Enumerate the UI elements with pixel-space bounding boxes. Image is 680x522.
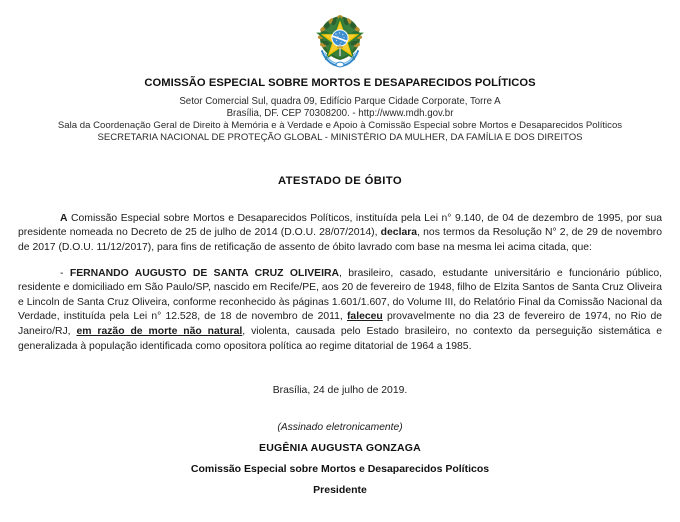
subject-death-verb: faleceu (346, 311, 383, 323)
declaration-text-2: , nos termos da Resolução N° 2, de 29 de novembro de 2017 (D.O.U. 11/12/2017), para fins de retificação de assento de óbito lavrado com base na mesma lei acima citada, que: (18, 227, 663, 254)
paragraph-subject (18, 267, 662, 355)
header-address-line-2: Brasília, DF. CEP 70308200. - http://www.mdh.gov.br (226, 108, 454, 120)
document-header (0, 76, 680, 145)
header-address-line-1: Setor Comercial Sul, quadra 09, Edifício Parque Cidade Corporate, Torre A (179, 96, 501, 107)
subject-full-name: FERNANDO AUGUSTO DE SANTA CRUZ OLIVEIRA (69, 267, 339, 279)
signatory-role: Presidente (313, 484, 367, 497)
signed-electronically-note: (Assinado eletronicamente) (277, 422, 403, 434)
emblem-container (0, 0, 680, 76)
subject-cause-emphasis: em razão de morte não natural (76, 326, 243, 338)
paragraph-declaration (18, 212, 662, 256)
header-address-line-3: Sala da Coordenação Geral de Direito à Memória e à Verdade e Apoio à Comissão Especial sobre Mortos e Desaparecidos Políticos (57, 120, 623, 132)
signature-block (0, 396, 680, 496)
declaration-text-1: Comissão Especial sobre Mortos e Desaparecidos Políticos, instituída pela Lei n° 9.140, de 04 de dezembro de 1995, por sua presidente nomeada no Decreto de 25 de julho de 2014 (D.O.U. 28/07/2014), (18, 212, 662, 239)
header-secretaria-line: SECRETARIA NACIONAL DE PROTEÇÃO GLOBAL - MINISTÉRIO DA MULHER, DA FAMÍLIA E DOS DIREITOS (97, 132, 583, 144)
closing-place-date: Brasília, 24 de julho de 2019. (272, 385, 408, 397)
page-title: ATESTADO DE ÓBITO (278, 174, 402, 187)
document-body (0, 212, 680, 354)
signatory-name: EUGÊNIA AUGUSTA GONZAGA (259, 442, 421, 455)
brazil-coat-of-arms-icon (314, 12, 366, 70)
signatory-organization: Comissão Especial sobre Mortos e Desaparecidos Políticos (190, 463, 490, 476)
subject-dash: - (60, 267, 70, 279)
subject-text-1: , brasileiro, casado, estudante universitário e funcionário público, residente e domiciliado em São Paulo/SP, nascido em Recife/PE, aos 20 de fevereiro de 1948, filho de Elzita Santos de Santa Cruz Oliveira e Lincoln de Santa Cruz Oliveira, conforme reconhecido às páginas 1.601/1.607, do Volume III, do Relatório Final da Comissão Nacional da Verdade, instituída pela Lei n° 12.528, de 18 de novembro de 2011, (18, 267, 662, 323)
declaration-lead-word: A (60, 212, 68, 224)
declaration-verb: declara (380, 227, 418, 239)
subject-text-3: , violenta, causada pelo Estado brasileiro, no contexto da perseguição sistemática e generalizada à população identificada como opositora política ao regime ditatorial de 1964 a 1985. (18, 326, 662, 352)
header-organization-name: COMISSÃO ESPECIAL SOBRE MORTOS E DESAPARECIDOS POLÍTICOS (144, 77, 536, 89)
subject-text-2: provavelmente no dia 23 de fevereiro de 1974, no Rio de Janeiro/RJ, (18, 311, 662, 338)
